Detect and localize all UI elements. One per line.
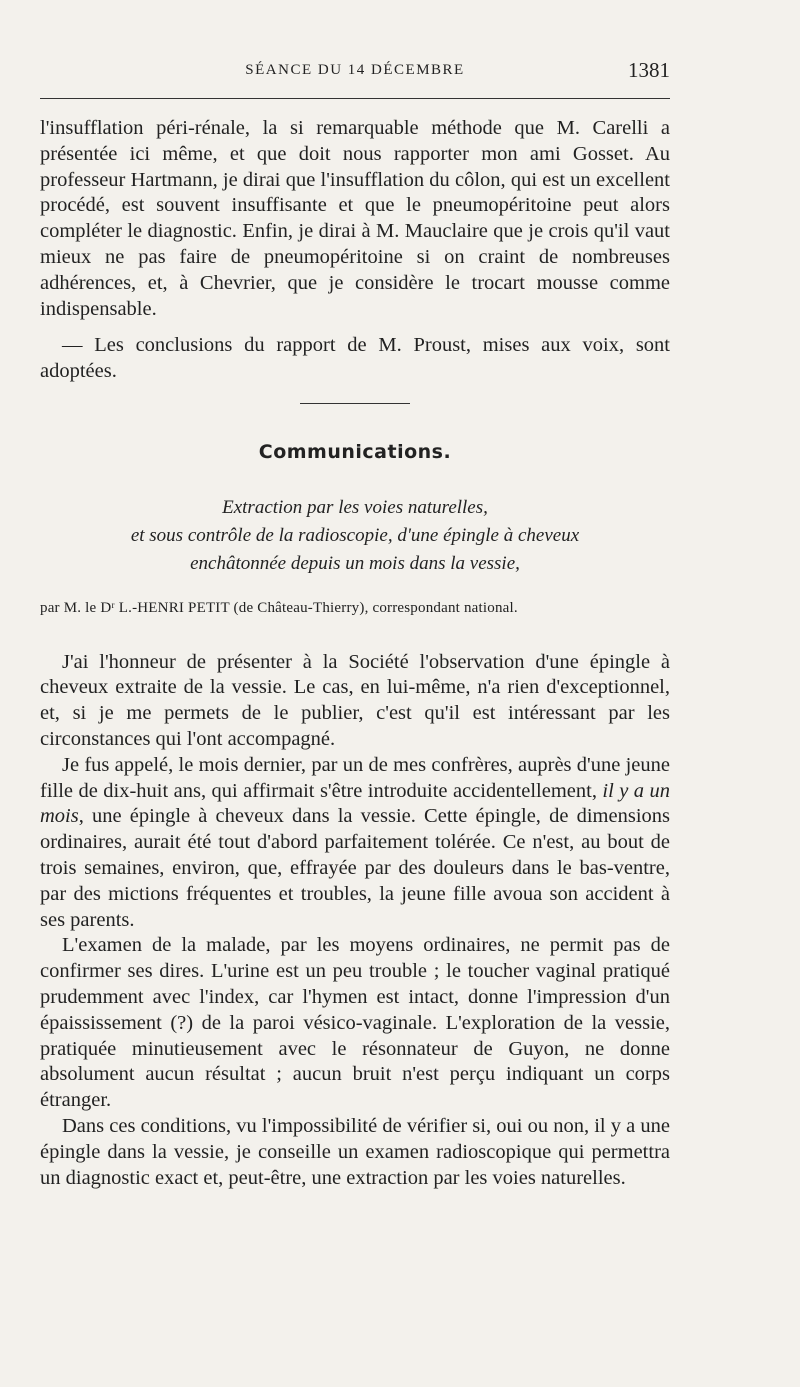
article-title xyxy=(40,494,670,578)
article-title-line: Extraction par les voies naturelles, xyxy=(222,496,488,518)
body-text xyxy=(40,116,670,1191)
page xyxy=(40,0,670,1387)
author-byline: par M. le Dʳ L.-HENRI PETIT (de Château-Thierry), correspondant national. xyxy=(40,599,518,616)
running-title: SÉANCE DU 14 DÉCEMBRE xyxy=(245,62,465,78)
paragraph: Dans ces conditions, vu l'impossibilité de vérifier si, oui ou non, il y a une épingle dans la vessie, je conseille un examen radioscopique qui permettra un diagnostic exact et, peut-être, une extraction par les voies naturelles. xyxy=(40,1114,670,1189)
section-divider xyxy=(300,403,410,404)
paragraph-text: Je fus appelé, le mois dernier, par un de mes confrères, auprès d'une jeune fille de dix-huit ans, qui affirmait s'être introduite accidentellement, xyxy=(40,753,670,802)
paragraph-continued: l'insufflation péri-rénale, la si remarquable méthode que M. Carelli a présentée ici même, et que doit nous rapporter mon ami Gosset. Au professeur Hartmann, je dirai que l'insufflation du côlon, qui est un excellent procédé, est souvent insuffisante et que le pneumopéritoine peut alors compléter le diagnostic. Enfin, je dirai à M. Mauclaire que je crois qu'il vaut mieux ne pas faire de pneumopéritoine si on craint de nombreuses adhérences, et, à Chevrier, que je considère le trocart mousse comme indispensable. xyxy=(40,117,670,320)
italic-phrase: il y a un mois xyxy=(40,779,670,828)
paragraph: L'examen de la malade, par les moyens ordinaires, ne permit pas de confirmer ses dires. L'urine est un peu trouble ; le toucher vaginal pratiqué prudemment avec l'index, car l'hymen est intact, donne l'impression d'un épaississement (?) de la paroi vésico-vaginale. L'exploration de la vessie, pratiquée minutieusement avec le résonnateur de Guyon, ne donne absolument aucun résultat ; aucun bruit n'est perçu indiquant un corps étranger. xyxy=(40,934,670,1112)
article-title-line: et sous contrôle de la radioscopie, d'une épingle à cheveux xyxy=(130,524,580,546)
page-number: 1381 xyxy=(628,58,670,82)
article-title-line: enchâtonnée depuis un mois dans la vessie, xyxy=(190,552,520,574)
running-head xyxy=(40,58,670,86)
paragraph xyxy=(40,753,670,934)
header-rule xyxy=(40,98,670,99)
paragraph-text: , une épingle à cheveux dans la vessie. Cette épingle, de dimensions ordinaires, aurait été tout d'abord parfaitement tolérée. Ce n'est, au bout de trois semaines, environ, que, effrayée par des douleurs dans le bas-ventre, par des mictions fréquentes et troubles, la jeune fille avoua son accident à ses parents. xyxy=(40,805,670,931)
paragraph: J'ai l'honneur de présenter à la Société l'observation d'une épingle à cheveux extraite de la vessie. Le cas, en lui-même, n'a rien d'exceptionnel, et, si je me permets de le publier, c'est qu'il est intéressant par les circonstances qui l'ont accompagné. xyxy=(40,650,670,750)
section-heading: Communications. xyxy=(258,440,452,463)
paragraph-conclusions: — Les conclusions du rapport de M. Proust, mises aux voix, sont adoptées. xyxy=(40,334,670,383)
